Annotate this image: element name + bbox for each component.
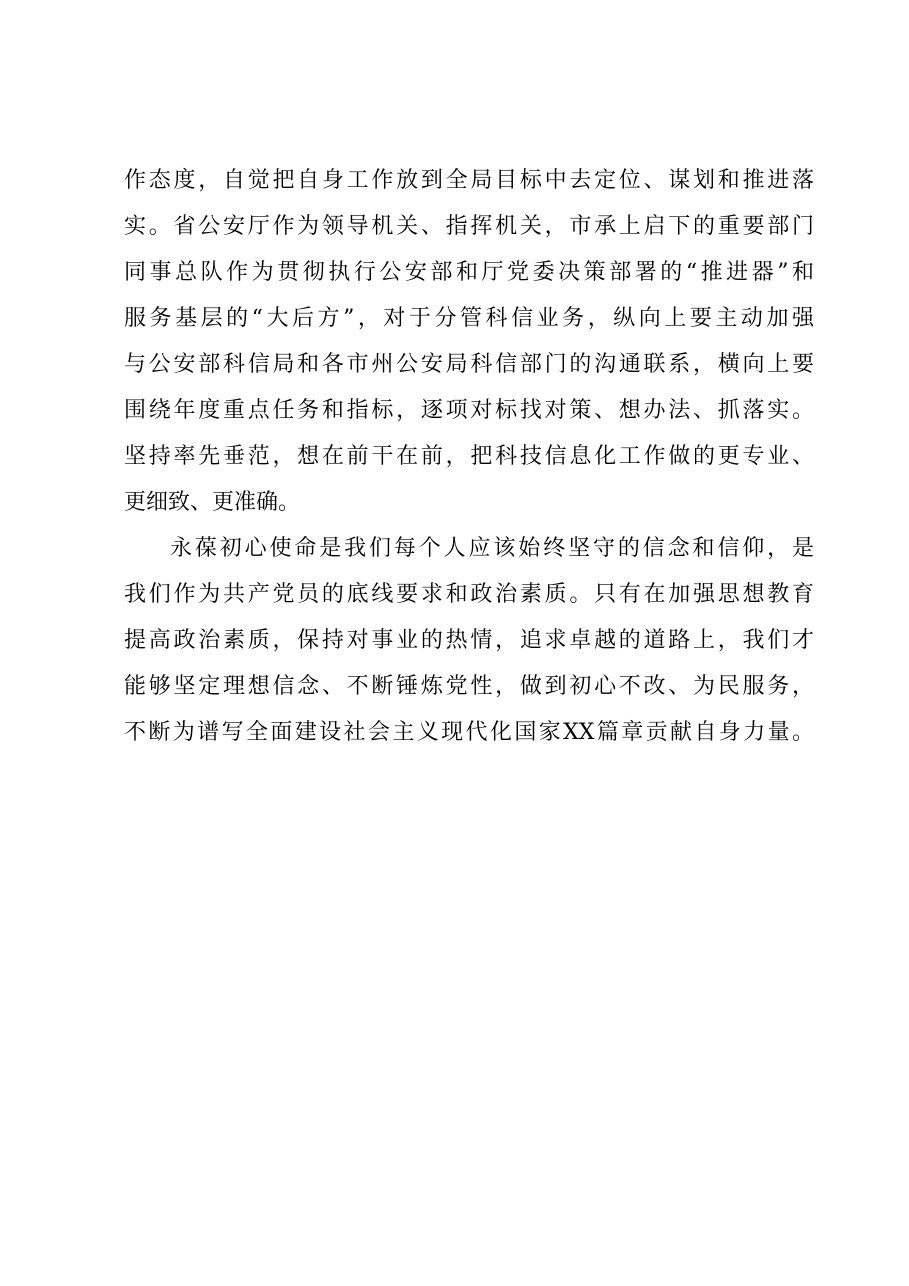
paragraph-2 bbox=[124, 526, 814, 756]
paragraph-line: 围绕年度重点任务和指标，逐项对标找对策、想办法、抓落实。 bbox=[124, 398, 814, 423]
paragraph-line: 坚持率先垂范，想在前干在前，把科技信息化工作做的更专业、 bbox=[124, 444, 814, 469]
paragraph-line: 能够坚定理想信念、不断锤炼党性，做到初心不改、为民服务， bbox=[124, 674, 814, 699]
paragraph-line: 永葆初心使命是我们每个人应该始终坚守的信念和信仰，是 bbox=[170, 536, 814, 561]
paragraph-line: 更细致、更准确。 bbox=[124, 490, 301, 515]
paragraph-line: 不断为谱写全面建设社会主义现代化国家XX篇章贡献自身力量。 bbox=[124, 720, 814, 745]
paragraph-line: 我们作为共产党员的底线要求和政治素质。只有在加强思想教育 bbox=[124, 582, 814, 607]
document-body bbox=[124, 158, 814, 756]
paragraph-line: 实。省公安厅作为领导机关、指挥机关，市承上启下的重要部门 bbox=[124, 214, 814, 239]
paragraph-line: 服务基层的“大后方”，对于分管科信业务，纵向上要主动加强 bbox=[124, 306, 814, 331]
paragraph-line: 同事总队作为贯彻执行公安部和厅党委决策部署的“推进器”和 bbox=[124, 260, 814, 285]
paragraph-line: 提高政治素质，保持对事业的热情，追求卓越的道路上，我们才 bbox=[124, 628, 814, 653]
paragraph-line: 与公安部科信局和各市州公安局科信部门的沟通联系，横向上要 bbox=[124, 352, 814, 377]
paragraph-1 bbox=[124, 158, 814, 526]
paragraph-line: 作态度，自觉把自身工作放到全局目标中去定位、谋划和推进落 bbox=[124, 168, 814, 193]
